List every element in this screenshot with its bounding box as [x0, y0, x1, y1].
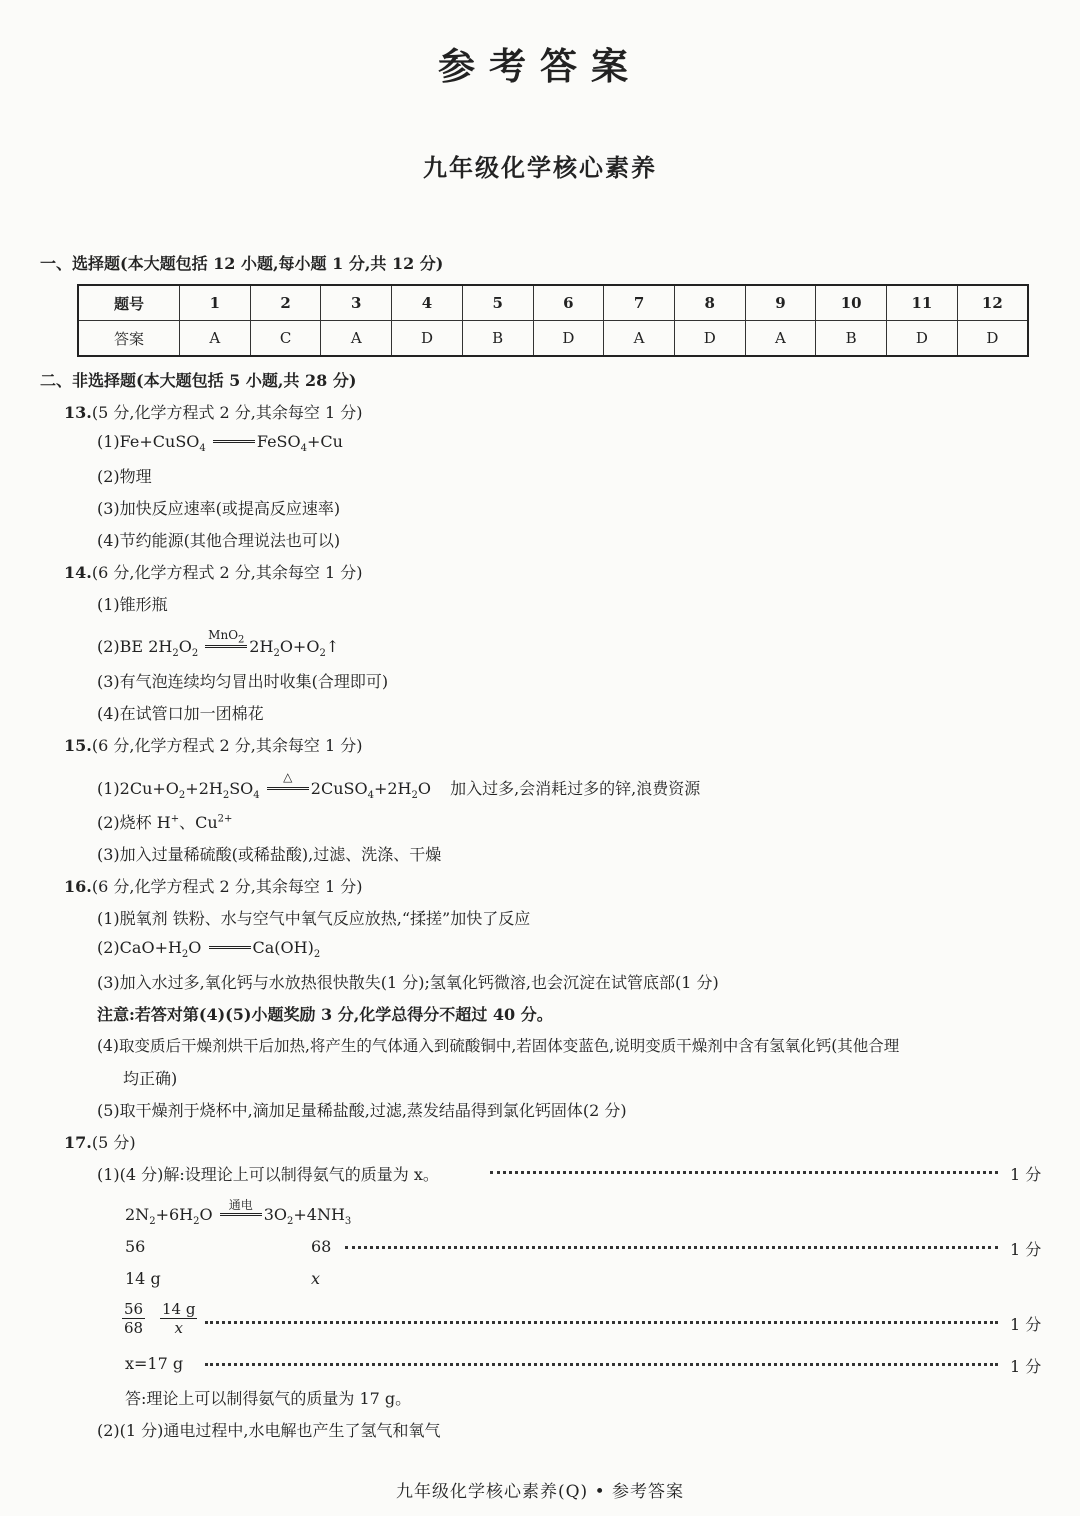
answer-cell: D: [957, 321, 1028, 357]
answer-cell: A: [745, 321, 816, 357]
question-points: (5 分,化学方程式 2 分,其余每空 1 分): [91, 403, 363, 422]
question-points: (6 分,化学方程式 2 分,其余每空 1 分): [91, 877, 363, 896]
question-points: (5 分): [91, 1133, 136, 1152]
question-number-cell: 3: [321, 285, 392, 321]
reaction-arrow: △: [265, 787, 311, 792]
table-row: [78, 285, 1028, 321]
answer-cell: D: [533, 321, 604, 357]
q16-answer-4-cont: 均正确): [123, 1069, 178, 1088]
answer-cell: B: [816, 321, 887, 357]
question-16-header: [64, 874, 362, 897]
q13-answer-1: (1)Fe+CuSO$_4$ FeSO$_4$+Cu: [97, 432, 343, 455]
dotted-leader: [345, 1246, 998, 1249]
question-number-cell: 4: [392, 285, 463, 321]
molar-mass-2: 68: [311, 1237, 332, 1256]
q14-answer-3: (3)有气泡连续均匀冒出时收集(合理即可): [97, 672, 389, 691]
q16-answer-4: (4)取变质后干燥剂烘干后加热,将产生的气体通入到硫酸铜中,若固体变蓝色,说明变质干燥剂中含有氢氧化钙(其他合理: [97, 1037, 900, 1055]
reaction-arrow: 通电: [218, 1213, 264, 1218]
page-title: 参考答案: [438, 44, 642, 88]
q17-answer-1: (1)(4 分)解:设理论上可以制得氨气的质量为 x。: [97, 1165, 439, 1184]
dotted-leader: [205, 1363, 998, 1366]
q16-answer-3: (3)加入水过多,氧化钙与水放热很快散失(1 分);氢氧化钙微溶,也会沉淀在试管底部(1 分): [97, 973, 719, 992]
question-number-cell: 10: [816, 285, 887, 321]
q14-answer-2: (2)BE $2H_2O_2$ MnO$_2$ $2H_2O+O_2↑$: [97, 628, 340, 660]
score-mark: 1 分: [1010, 1165, 1042, 1184]
question-number-cell: 6: [533, 285, 604, 321]
question-number-cell: 1: [180, 285, 251, 321]
gas-arrow-icon: ↑: [325, 637, 340, 656]
question-number: 15.: [64, 736, 92, 755]
ratio-fraction-1: $\frac{56}{68}$: [124, 1300, 144, 1337]
answer-cell: D: [674, 321, 745, 357]
result-x: x=17 g: [125, 1354, 184, 1373]
answer-cell: B: [462, 321, 533, 357]
answer-table: [77, 284, 1029, 357]
q16-answer-1: (1)脱氧剂 铁粉、水与空气中氧气反应放热,“揉搓”加快了反应: [97, 909, 531, 928]
question-number-cell: 2: [250, 285, 321, 321]
q15-answer-1: $(1)2Cu+O_2+2H_2SO_4$ △ $2CuSO_4+2H_2O$ 加入过多,会消耗过多的锌,浪费资源: [97, 770, 701, 802]
answer-cell: D: [887, 321, 958, 357]
dotted-leader: [205, 1321, 998, 1324]
molar-mass-1: 56: [125, 1237, 146, 1256]
question-points: (6 分,化学方程式 2 分,其余每空 1 分): [91, 736, 363, 755]
equals-sign: [207, 946, 253, 951]
question-number: 14.: [64, 563, 92, 582]
question-number-cell: 5: [462, 285, 533, 321]
q17-conclusion: 答:理论上可以制得氨气的质量为 17 g。: [125, 1389, 412, 1408]
bonus-note: 注意:若答对第(4)(5)小题奖励 3 分,化学总得分不超过 40 分。: [97, 1005, 553, 1024]
answer-cell: D: [392, 321, 463, 357]
q17-equation: $2N_2+6H_2O$ 通电 $3O_2+4NH_3$: [125, 1198, 352, 1228]
q13-answer-2: (2)物理: [97, 467, 152, 486]
question-number: 13.: [64, 403, 92, 422]
ratio-fraction-2: $\frac{14 g}{x}$: [162, 1300, 196, 1337]
answer-cell: A: [321, 321, 392, 357]
reaction-arrow: MnO$_2$: [203, 645, 249, 650]
q13-answer-4: (4)节约能源(其他合理说法也可以): [97, 531, 341, 550]
given-mass: 14 g: [125, 1269, 161, 1288]
q13-answer-3: (3)加快反应速率(或提高反应速率): [97, 499, 341, 518]
q14-answer-1: (1)锥形瓶: [97, 595, 168, 614]
answer-cell: A: [604, 321, 675, 357]
question-number: 17.: [64, 1133, 92, 1152]
question-number: 16.: [64, 877, 92, 896]
question-points: (6 分,化学方程式 2 分,其余每空 1 分): [91, 563, 363, 582]
score-mark: 1 分: [1010, 1315, 1042, 1334]
score-mark: 1 分: [1010, 1240, 1042, 1259]
table-row-label: 答案: [78, 321, 180, 357]
question-number-cell: 11: [887, 285, 958, 321]
unknown-mass: x: [311, 1269, 321, 1288]
question-number-cell: 12: [957, 285, 1028, 321]
page-footer: 九年级化学核心素养(Q) • 参考答案: [395, 1482, 685, 1502]
q15-answer-2: (2)烧杯 H+、$Cu^{2+}$: [97, 813, 233, 832]
q14-answer-4: (4)在试管口加一团棉花: [97, 704, 264, 723]
section-heading-nonchoice: 二、非选择题(本大题包括 5 小题,共 28 分): [40, 371, 357, 390]
question-13-header: [64, 400, 362, 423]
table-row-label: 题号: [78, 285, 180, 321]
question-number-cell: 8: [674, 285, 745, 321]
question-15-header: [64, 733, 362, 756]
q15-answer-3: (3)加入过量稀硫酸(或稀盐酸),过滤、洗涤、干燥: [97, 845, 442, 864]
question-number-cell: 9: [745, 285, 816, 321]
score-mark: 1 分: [1010, 1357, 1042, 1376]
question-14-header: [64, 560, 362, 583]
dotted-leader: [490, 1171, 998, 1174]
table-row: [78, 321, 1028, 357]
answer-cell: A: [180, 321, 251, 357]
page-subtitle: 九年级化学核心素养: [423, 153, 657, 182]
q16-answer-2: $(2)CaO+H_2O$ $Ca(OH)_2$: [97, 938, 321, 961]
equals-sign: [211, 440, 257, 445]
answer-cell: C: [250, 321, 321, 357]
q16-answer-5: (5)取干燥剂于烧杯中,滴加足量稀盐酸,过滤,蒸发结晶得到氯化钙固体(2 分): [97, 1101, 627, 1120]
question-17-header: [64, 1130, 136, 1153]
q17-answer-2: (2)(1 分)通电过程中,水电解也产生了氢气和氧气: [97, 1421, 441, 1440]
question-number-cell: 7: [604, 285, 675, 321]
section-heading-choice: 一、选择题(本大题包括 12 小题,每小题 1 分,共 12 分): [40, 254, 444, 273]
